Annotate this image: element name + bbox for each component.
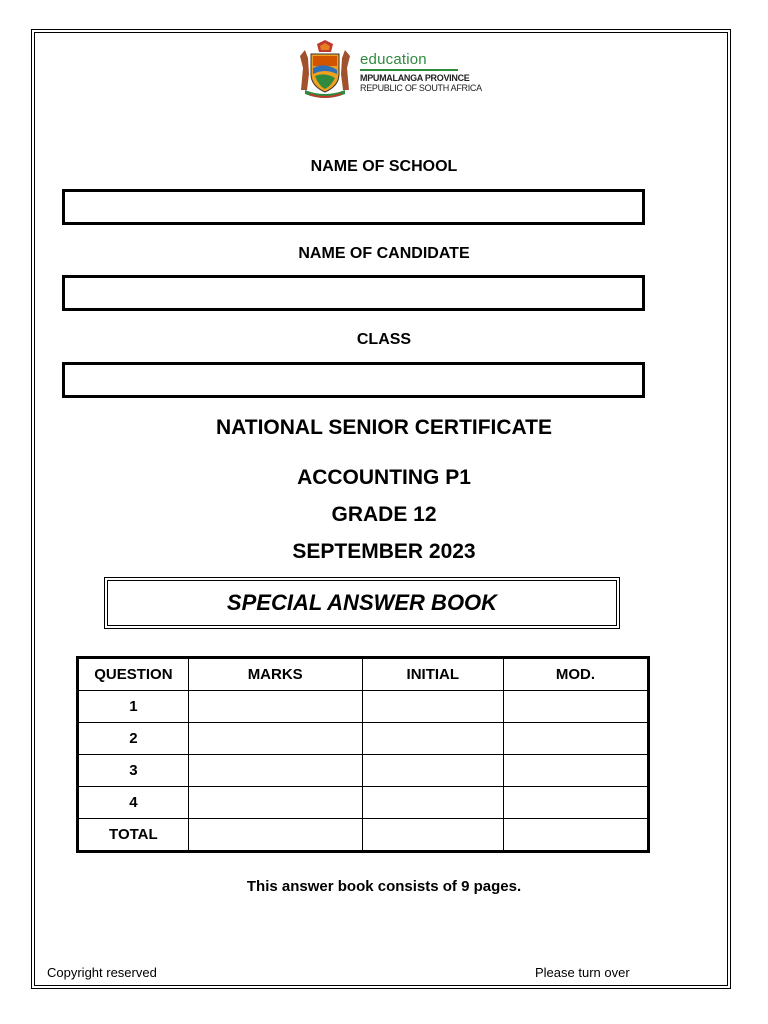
candidate-label: NAME OF CANDIDATE bbox=[298, 245, 470, 262]
marks-cell[interactable] bbox=[188, 755, 362, 787]
candidate-field[interactable] bbox=[62, 275, 645, 311]
logo-education: education bbox=[360, 51, 427, 68]
table-row bbox=[78, 787, 649, 819]
logo-province: MPUMALANGA PROVINCE bbox=[360, 72, 470, 83]
subject-heading: ACCOUNTING P1 bbox=[297, 466, 471, 489]
coat-of-arms-logo bbox=[295, 40, 355, 102]
logo-republic: REPUBLIC OF SOUTH AFRICA bbox=[360, 82, 482, 93]
logo-text bbox=[360, 52, 482, 93]
certificate-heading: NATIONAL SENIOR CERTIFICATE bbox=[216, 416, 552, 439]
logo-rule bbox=[360, 69, 458, 71]
marks-table bbox=[76, 656, 650, 853]
column-header-initial: INITIAL bbox=[362, 658, 503, 691]
column-header-question: QUESTION bbox=[78, 658, 189, 691]
question-number: 2 bbox=[78, 723, 189, 755]
school-field[interactable] bbox=[62, 189, 645, 225]
column-header-mod: MOD. bbox=[503, 658, 648, 691]
question-number: 3 bbox=[78, 755, 189, 787]
class-label: CLASS bbox=[356, 331, 412, 348]
question-number: 4 bbox=[78, 787, 189, 819]
initial-cell[interactable] bbox=[362, 723, 503, 755]
table-header-row bbox=[78, 658, 649, 691]
total-label: TOTAL bbox=[78, 819, 189, 852]
initial-cell[interactable] bbox=[362, 691, 503, 723]
initial-cell[interactable] bbox=[362, 819, 503, 852]
table-row-total bbox=[78, 819, 649, 852]
grade-heading: GRADE 12 bbox=[331, 503, 437, 526]
school-label: NAME OF SCHOOL bbox=[310, 158, 458, 175]
mod-cell[interactable] bbox=[503, 787, 648, 819]
marks-cell[interactable] bbox=[188, 691, 362, 723]
mod-cell[interactable] bbox=[503, 819, 648, 852]
footer-copyright: Copyright reserved bbox=[47, 965, 157, 980]
question-number: 1 bbox=[78, 691, 189, 723]
mod-cell[interactable] bbox=[503, 755, 648, 787]
marks-cell[interactable] bbox=[188, 819, 362, 852]
footer-turn-over: Please turn over bbox=[535, 965, 630, 980]
initial-cell[interactable] bbox=[362, 755, 503, 787]
special-answer-book-banner: SPECIAL ANSWER BOOK bbox=[104, 577, 620, 629]
mod-cell[interactable] bbox=[503, 691, 648, 723]
table-row bbox=[78, 755, 649, 787]
column-header-marks: MARKS bbox=[188, 658, 362, 691]
table-row bbox=[78, 691, 649, 723]
date-heading: SEPTEMBER 2023 bbox=[292, 540, 476, 563]
table-row bbox=[78, 723, 649, 755]
marks-cell[interactable] bbox=[188, 723, 362, 755]
mod-cell[interactable] bbox=[503, 723, 648, 755]
marks-cell[interactable] bbox=[188, 787, 362, 819]
initial-cell[interactable] bbox=[362, 787, 503, 819]
class-field[interactable] bbox=[62, 362, 645, 398]
page-count-note: This answer book consists of 9 pages. bbox=[246, 878, 522, 895]
